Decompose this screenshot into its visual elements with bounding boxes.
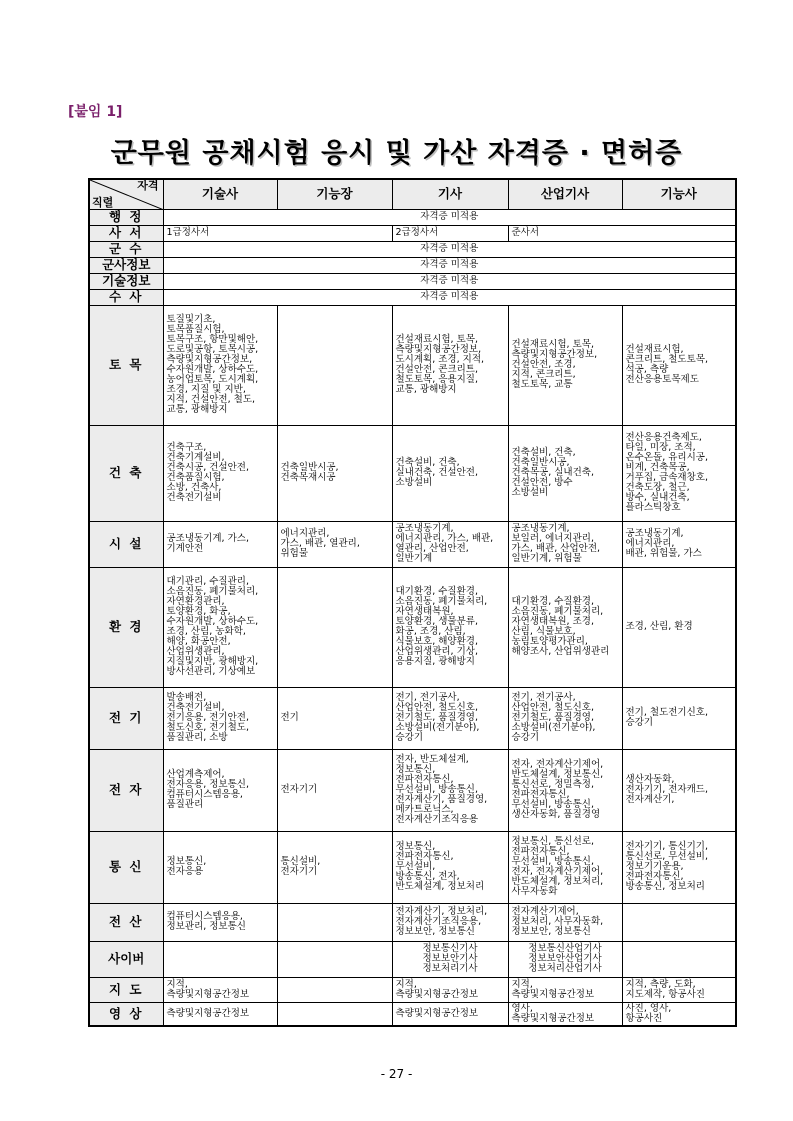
table-cell <box>277 903 392 941</box>
table-cell <box>277 305 392 425</box>
table-cell: 지적, 측량및지형공간정보 <box>508 977 622 1002</box>
table-cell: 측량및지형공간정보 <box>392 1002 508 1026</box>
table-cell <box>163 941 277 977</box>
header-col-3: 기사 <box>392 179 508 209</box>
row-label: 시 설 <box>89 521 163 567</box>
table-row <box>89 903 736 941</box>
row-label: 토 목 <box>89 305 163 425</box>
table-cell: 사진, 영사, 항공사진 <box>622 1002 736 1026</box>
row-label: 기술정보 <box>89 273 163 289</box>
table-cell: 건설재료시험, 토목, 측량및지형공간정보, 도시계획, 조경, 지적, 건설안전, 콘크리트, 철도토목, 응용지질, 교통, 광해방지 <box>392 305 508 425</box>
table-cell: 준사서 <box>508 225 736 241</box>
header-col-1: 기술사 <box>163 179 277 209</box>
table-cell: 공조냉동기계, 보일러, 에너지관리, 가스, 배관, 산업안전, 일반기계, 위험물 <box>508 521 622 567</box>
row-label: 수 사 <box>89 289 163 305</box>
table-cell: 통신설비, 전자기기 <box>277 831 392 903</box>
header-col-5: 기능사 <box>622 179 736 209</box>
table-cell: 지적, 측량및지형공간정보 <box>392 977 508 1002</box>
table-cell <box>277 977 392 1002</box>
table-cell: 건축구조, 건축기계설비, 건축시공, 건설안전, 건축품질시험, 소방, 건축사, 건축전기설비 <box>163 425 277 521</box>
table-row <box>89 941 736 977</box>
table-row <box>89 567 736 687</box>
row-label: 군 수 <box>89 241 163 257</box>
table-cell <box>622 903 736 941</box>
table-cell: 정보통신, 전파전자통신, 무선설비, 방송통신, 전자, 반도체설계, 정보처리 <box>392 831 508 903</box>
table-cell: 자격증 미적용 <box>163 241 736 257</box>
row-label: 사 서 <box>89 225 163 241</box>
row-label: 지 도 <box>89 977 163 1002</box>
table-cell: 전자기기 <box>277 749 392 831</box>
table-row <box>89 273 736 289</box>
row-label: 통 신 <box>89 831 163 903</box>
table-row <box>89 241 736 257</box>
table-cell: 지적, 측량및지형공간정보 <box>163 977 277 1002</box>
table-cell: 에너지관리, 가스, 배관, 열관리, 위험물 <box>277 521 392 567</box>
table-cell: 건축일반시공, 건축목재시공 <box>277 425 392 521</box>
table-cell: 건설재료시험, 콘크리트, 철도토목, 석공, 측량 전산응용토목제도 <box>622 305 736 425</box>
table-row <box>89 831 736 903</box>
table-cell: 공조냉동기계, 가스, 기계안전 <box>163 521 277 567</box>
table-row <box>89 425 736 521</box>
row-label: 영 상 <box>89 1002 163 1026</box>
table-cell: 대기환경, 수질환경, 소음진동, 폐기물처리, 자연생태복원, 조경, 산림, 식물보호, 농림토양평가관리, 해양조사, 산업위생관리 <box>508 567 622 687</box>
header-row <box>89 179 736 209</box>
table-cell: 전자계산기, 정보처리, 전자계산기조직응용, 정보보안, 정보통신 <box>392 903 508 941</box>
table-cell: 정보통신, 통신선로, 전파전자통신, 무선설비, 방송통신, 전자, 전자계산기제어, 반도체설계, 정보처리, 사무자동화 <box>508 831 622 903</box>
table-cell <box>277 567 392 687</box>
table-row <box>89 209 736 225</box>
table-cell: 2급정사서 <box>392 225 508 241</box>
table-cell: 전산응용건축제도, 타일, 미장, 조적, 온수온돌, 유리시공, 비계, 건축목공, 거푸집, 금속재창호, 건축도장, 철근, 방수, 실내건축, 플라스틱창호 <box>622 425 736 521</box>
table-cell: 공조냉동기계, 에너지관리, 가스, 배관, 열관리, 산업안전, 일반기계 <box>392 521 508 567</box>
table-cell: 전자계산기제어, 정보처리, 사무자동화, 정보보안, 정보통신 <box>508 903 622 941</box>
table-cell: 전기, 전기공사, 산업안전, 철도신호, 전기철도, 품질경영, 소방설비(전기분야), 승강기 <box>392 687 508 749</box>
table-cell: 자격증 미적용 <box>163 273 736 289</box>
table-cell: 정보통신기사 정보보안기사 정보처리기사 <box>392 941 508 977</box>
table-cell: 전기, 철도전기신호, 승강기 <box>622 687 736 749</box>
table-cell: 전기, 전기공사, 산업안전, 철도신호, 전기철도, 품질경영, 소방설비(전기분야), 승강기 <box>508 687 622 749</box>
row-label: 건 축 <box>89 425 163 521</box>
corner-bottom-label: 직렬 <box>92 195 114 209</box>
table-cell: 발송배전, 건축전기설비, 전기응용, 전기안전, 철도신호, 전기철도, 품질관리, 소방 <box>163 687 277 749</box>
table-row <box>89 521 736 567</box>
table-cell: 산업계측제어, 전자응용, 정보통신, 컴퓨터시스템응용, 품질관리 <box>163 749 277 831</box>
table-cell <box>277 941 392 977</box>
table-cell: 자격증 미적용 <box>163 257 736 273</box>
table-cell: 공조냉동기계, 에너지관리, 배관, 위험물, 가스 <box>622 521 736 567</box>
table-cell: 토질및기초, 토목품질시험, 토목구조, 항만및해안, 도로및공항, 토목시공, 측량및지형공간정보, 수자원개발, 상하수도, 농어업토목, 도시계획, 조경, 지질 및 지반, 지적, 건설안전, 철도, 교통, 광해방지 <box>163 305 277 425</box>
table-row <box>89 289 736 305</box>
header-col-2: 기능장 <box>277 179 392 209</box>
attachment-tag: [붙임 1] <box>68 104 123 120</box>
table-row <box>89 687 736 749</box>
table-row <box>89 1002 736 1026</box>
table-cell: 측량및지형공간정보 <box>163 1002 277 1026</box>
table-cell: 대기관리, 수질관리, 소음진동, 폐기물처리, 자연환경관리, 토양환경, 화공, 수자원개발, 상하수도, 조경, 산림, 농화학, 해양, 화공안전, 산업위생관리, 지질및지반, 광해방지, 방사선관리, 기상예보 <box>163 567 277 687</box>
table-cell: 건축설비, 건축, 실내건축, 건설안전, 소방설비 <box>392 425 508 521</box>
table-cell: 지적, 측량, 도화, 지도제작, 항공사진 <box>622 977 736 1002</box>
row-label: 전 자 <box>89 749 163 831</box>
row-label: 군사정보 <box>89 257 163 273</box>
certificate-table <box>88 178 737 1027</box>
table-cell: 생산자동화, 전자기기, 전자캐드, 전자계산기, <box>622 749 736 831</box>
corner-header-cell <box>89 179 163 209</box>
table-cell: 영사, 측량및지형공간정보 <box>508 1002 622 1026</box>
row-label: 사이버 <box>89 941 163 977</box>
row-label: 환 경 <box>89 567 163 687</box>
table-cell: 전기 <box>277 687 392 749</box>
corner-top-label: 자격 <box>137 179 159 192</box>
table-cell: 건축설비, 건축, 건축일반시공, 건축목공, 실내건축, 건설안전, 방수 소방설비 <box>508 425 622 521</box>
table-cell <box>622 941 736 977</box>
table-cell <box>277 1002 392 1026</box>
table-cell: 대기환경, 수질환경, 소음진동, 폐기물처리, 자연생태복원, 토양환경, 생물분류, 화공, 조경, 산림, 식물보호, 해양환경, 산업위생관리, 기상, 응용지질, 광해방지 <box>392 567 508 687</box>
table-row <box>89 305 736 425</box>
row-label: 전 산 <box>89 903 163 941</box>
table-cell: 전자기기, 통신기기, 통신선로, 무선설비, 정보기기운용, 전파전자통신, 방송통신, 정보처리 <box>622 831 736 903</box>
table-row <box>89 977 736 1002</box>
table-cell: 컴퓨터시스템응용, 정보관리, 정보통신 <box>163 903 277 941</box>
table-cell: 1급정사서 <box>163 225 392 241</box>
table-row <box>89 749 736 831</box>
table-cell: 정보통신, 전자응용 <box>163 831 277 903</box>
table-row <box>89 257 736 273</box>
page-title: 군무원 공채시험 응시 및 가산 자격증 · 면허증 <box>110 138 683 169</box>
table-cell: 자격증 미적용 <box>163 209 736 225</box>
table-cell: 자격증 미적용 <box>163 289 736 305</box>
header-col-4: 산업기사 <box>508 179 622 209</box>
table-cell: 건설재료시험, 토목, 측량및지형공간정보, 건설안전, 조경, 지적, 콘크리트, 철도토목, 교통 <box>508 305 622 425</box>
table-row <box>89 225 736 241</box>
row-label: 전 기 <box>89 687 163 749</box>
table-cell: 정보통신산업기사 정보보안산업기사 정보처리산업기사 <box>508 941 622 977</box>
table-cell: 전자, 전자계산기제어, 반도체설계, 정보통신, 통신선로, 정밀측정, 전파전자통신, 무선설비, 방송통신, 생산자동화, 품질경영 <box>508 749 622 831</box>
page-number: - 27 - <box>380 1067 413 1081</box>
table-cell: 조경, 산림, 환경 <box>622 567 736 687</box>
table-cell: 전자, 반도체설계, 정보통신, 전파전자통신, 무선설비, 방송통신, 전자계산기, 품질경영, 메카트로닉스, 전자계산기조직응용 <box>392 749 508 831</box>
row-label: 행 정 <box>89 209 163 225</box>
